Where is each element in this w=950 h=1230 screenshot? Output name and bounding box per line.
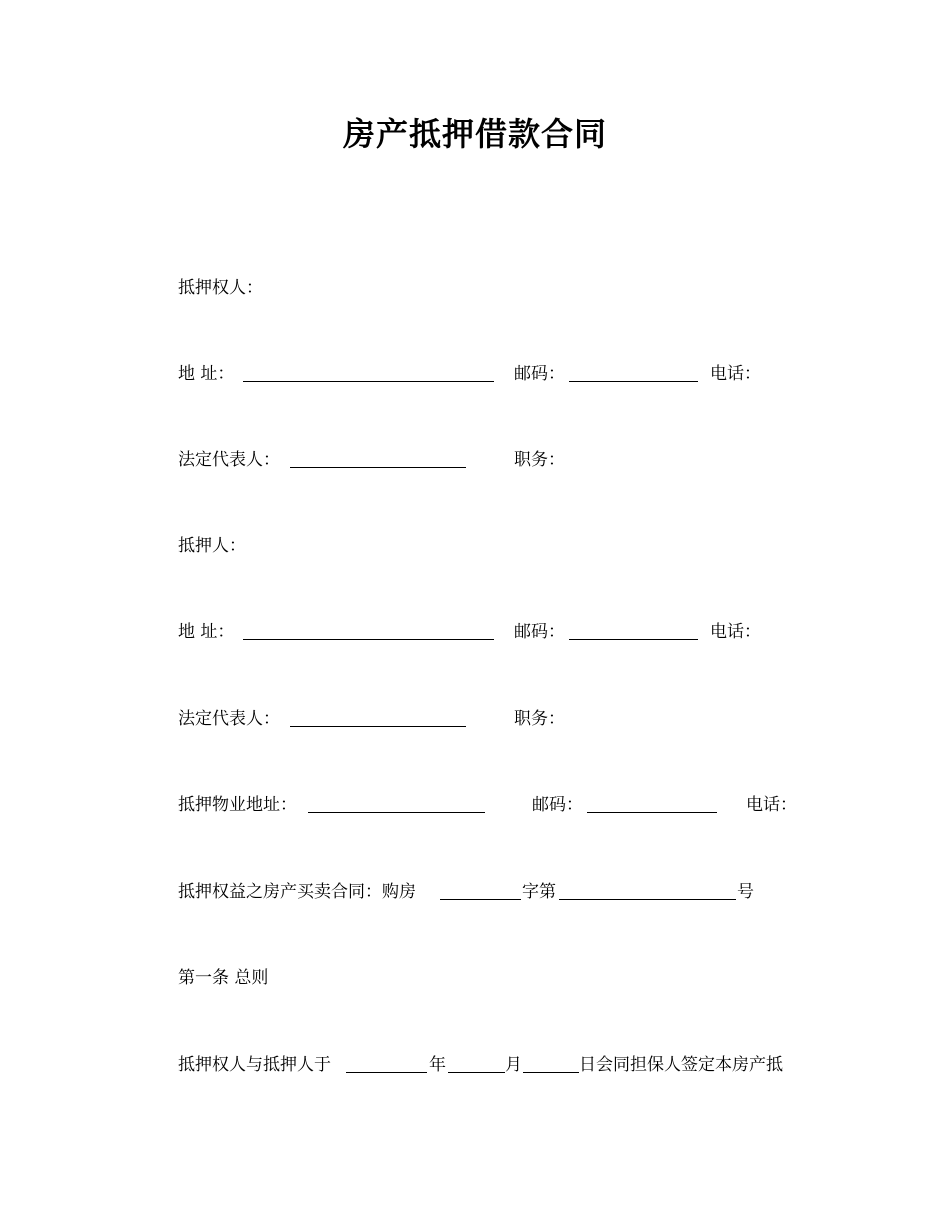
- mortgagee-postcode-label: 邮码：: [514, 364, 565, 384]
- mortgagee-legal-rep-row: [178, 448, 798, 472]
- mortgagee-row: [178, 276, 798, 300]
- article1-p1-end: 日会同担保人签定本房产抵: [579, 1055, 783, 1075]
- property-postcode-blank: [587, 812, 717, 813]
- property-phone-label: 电话：: [746, 795, 797, 815]
- day-blank: [523, 1072, 579, 1073]
- mortgagor-position-label: 职务：: [514, 709, 565, 729]
- contract-ref-prefix: 抵押权益之房产买卖合同：购房: [178, 882, 416, 902]
- mortgagor-phone-label: 电话：: [710, 622, 761, 642]
- contract-ref-suffix: 号: [737, 882, 754, 902]
- contract-ref-word-blank: [440, 899, 521, 900]
- month-label: 月: [505, 1055, 522, 1075]
- contract-ref-number-blank: [559, 899, 736, 900]
- mortgagee-legal-rep-label: 法定代表人：: [178, 450, 280, 470]
- mortgagor-label: 抵押人：: [178, 536, 246, 556]
- mortgagee-postcode-blank: [569, 381, 698, 382]
- document-title: 房产抵押借款合同: [342, 115, 607, 153]
- article1-paragraph: [178, 1053, 818, 1077]
- mortgagor-postcode-blank: [569, 639, 698, 640]
- mortgagee-label: 抵押权人：: [178, 278, 263, 298]
- mortgagor-address-row: [178, 620, 798, 644]
- mortgagee-address-label: 地 址：: [178, 364, 235, 384]
- month-blank: [448, 1072, 505, 1073]
- mortgagee-legal-rep-blank: [290, 467, 466, 468]
- mortgagor-legal-rep-label: 法定代表人：: [178, 709, 280, 729]
- mortgagee-position-label: 职务：: [514, 450, 565, 470]
- property-address-label: 抵押物业地址：: [178, 795, 297, 815]
- mortgagor-postcode-label: 邮码：: [514, 622, 565, 642]
- contract-ref-mid: 字第: [522, 882, 556, 902]
- mortgagor-address-label: 地 址：: [178, 622, 235, 642]
- article1-heading: 第一条 总则: [178, 968, 269, 988]
- mortgagor-row: [178, 534, 798, 558]
- article1-p1-start: 抵押权人与抵押人于: [178, 1055, 331, 1075]
- mortgagee-phone-label: 电话：: [710, 364, 761, 384]
- property-address-row: [178, 793, 818, 817]
- mortgagee-address-blank: [243, 381, 494, 382]
- mortgagor-legal-rep-row: [178, 707, 798, 731]
- year-blank: [346, 1072, 427, 1073]
- mortgagor-address-blank: [243, 639, 494, 640]
- property-postcode-label: 邮码：: [532, 795, 583, 815]
- contract-ref-row: [178, 880, 798, 904]
- article1-heading-row: [178, 966, 798, 990]
- year-label: 年: [429, 1055, 446, 1075]
- property-address-blank: [308, 812, 485, 813]
- mortgagee-address-row: [178, 362, 798, 386]
- mortgagor-legal-rep-blank: [290, 726, 466, 727]
